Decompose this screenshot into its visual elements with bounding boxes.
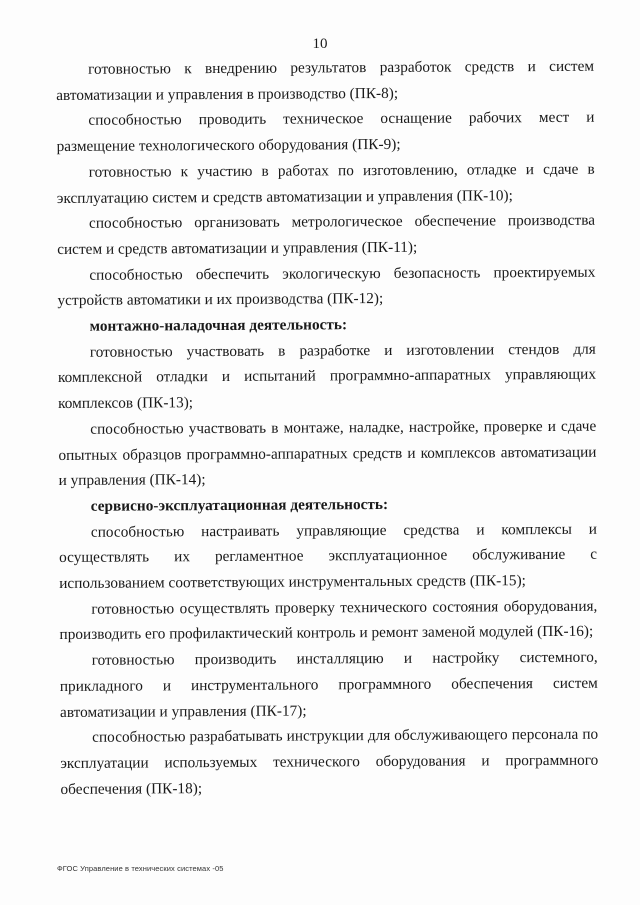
section-heading-installation: монтажно-наладочная деятельность: xyxy=(89,316,348,335)
competency-pk-9: способностью проводить техническое оснащение рабочих мест и размещение технологического оборудования (ПК-9); xyxy=(56,109,595,156)
competency-pk-16: готовностью осуществлять проверку технического состояния оборудования, производить его профилактический контроль и ремонт заменой модулей (ПК-16); xyxy=(59,597,598,644)
competency-pk-17: готовностью производить инсталляцию и настройку системного, прикладного и инструментального программного обеспечения систем автоматизации и управления (ПК-17); xyxy=(59,648,598,721)
competency-pk-11: способностью организовать метрологическое обеспечение производства систем и средств автоматизации и управления (ПК-11); xyxy=(57,211,596,258)
competency-pk-12: способностью обеспечить экологическую безопасность проектируемых устройств автоматики и их производства (ПК-12); xyxy=(57,263,596,310)
competency-pk-15: способностью настраивать управляющие средства и комплексы и осуществлять их регламентное эксплуатационное обслуживание с использованием соответствующих инструментальных средств (ПК-15); xyxy=(59,520,598,593)
competency-pk-18: способностью разрабатывать инструкции для обслуживающего персонала по эксплуатации используемых технического оборудования и программного обеспечения (ПК-18); xyxy=(60,725,599,798)
section-heading-service: сервисно-эксплуатационная деятельность: xyxy=(90,495,389,515)
competency-list xyxy=(56,54,599,803)
competency-pk-13: готовностью участвовать в разработке и изготовлении стендов для комплексной отладки и испытаний программно-аппаратных управляющих комплексов (ПК-13); xyxy=(57,340,597,413)
page-footer: ФГОС Управление в технических системах -05 xyxy=(57,864,224,873)
competency-pk-10: готовностью к участию в работах по изготовлению, отладке и сдаче в эксплуатацию систем и средств автоматизации и управления (ПК-10); xyxy=(56,160,595,207)
competency-pk-8: готовностью к внедрению результатов разработок средств и систем автоматизации и управления в производство (ПК-8); xyxy=(56,57,595,104)
page-number: 10 xyxy=(312,36,328,52)
competency-pk-14: способностью участвовать в монтаже, наладке, настройке, проверке и сдаче опытных образцов программно-аппаратных средств и комплексов автоматизации и управления (ПК-14); xyxy=(58,417,597,490)
